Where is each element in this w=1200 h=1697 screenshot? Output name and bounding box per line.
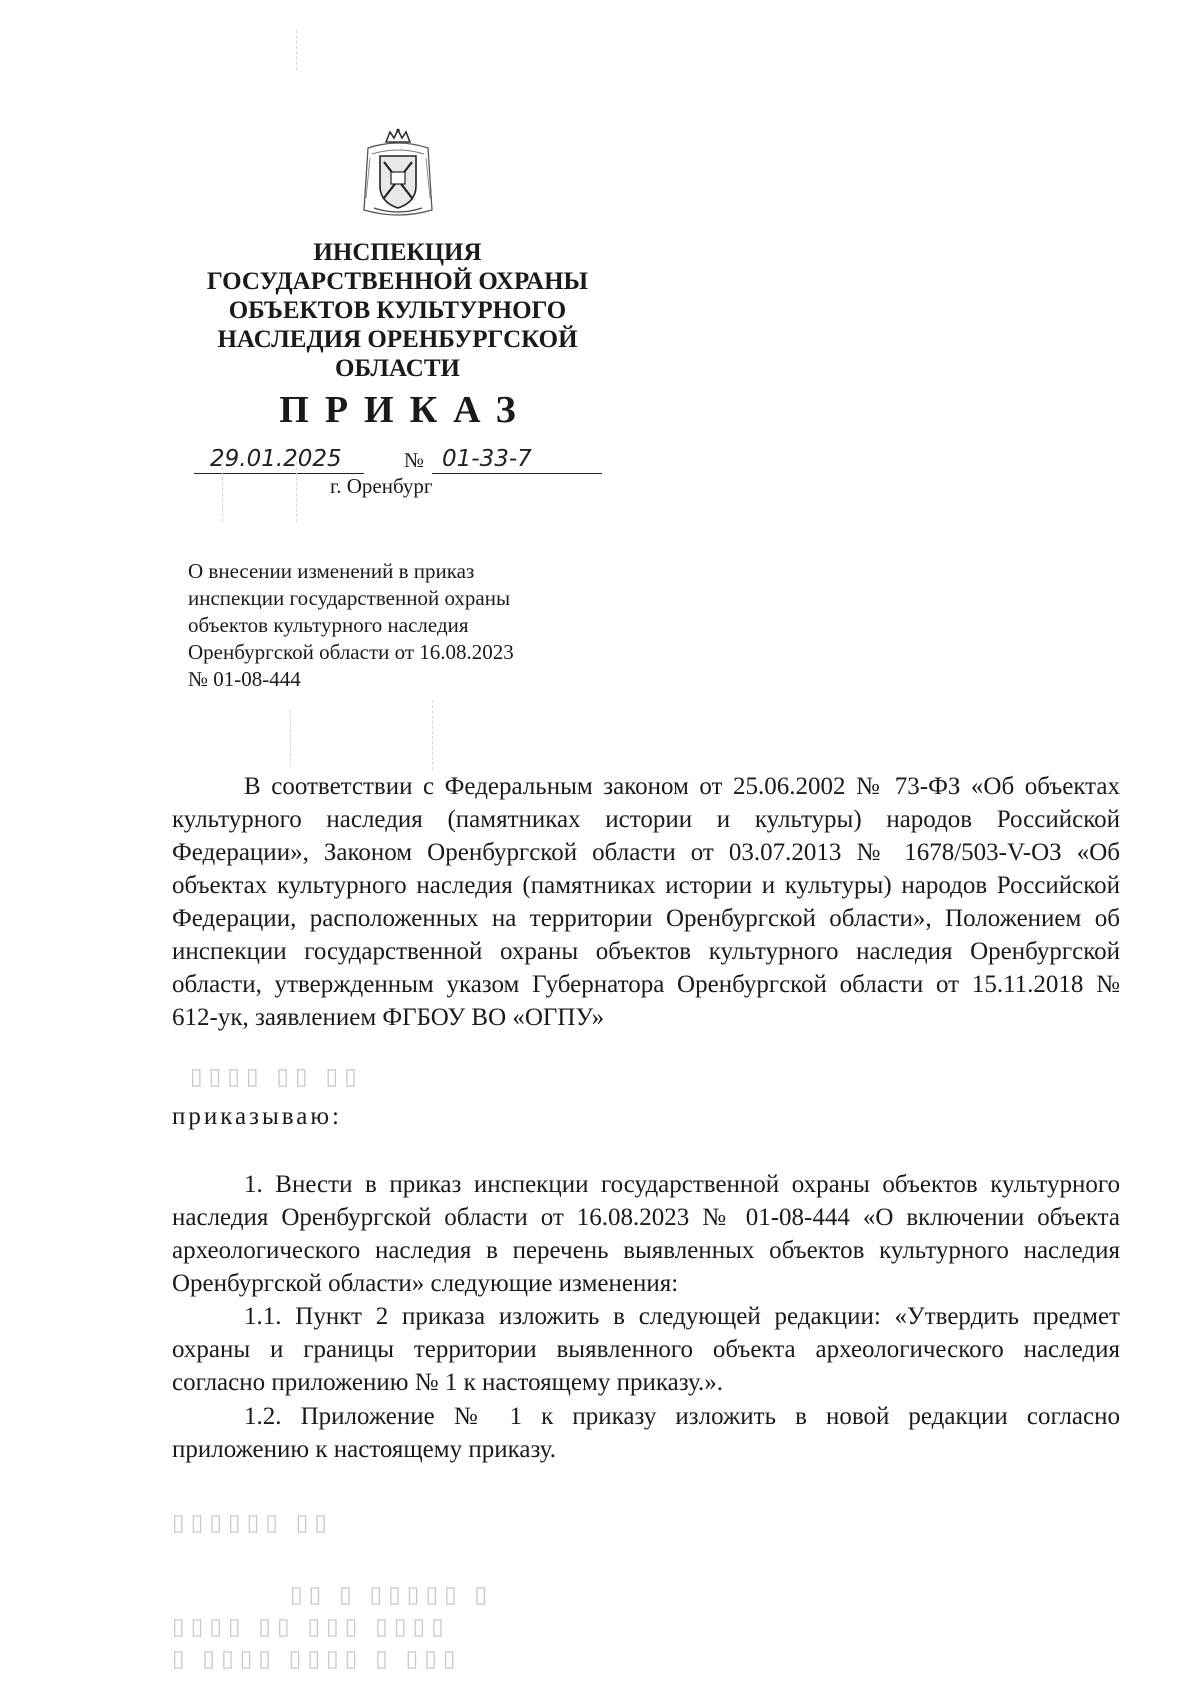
document-number: 01-33-7 bbox=[432, 446, 602, 474]
item-1-paragraph: 1. Внести в приказ инспекции государственной охраны объектов культурного наследия Оренбургской области от 16.08.2023 № 01-08-444 «О включении объекта археологического наследия в перечень выявленных объектов культурного наследия Оренбургской области» следующие изменения: bbox=[172, 1171, 1120, 1297]
org-line: ИНСПЕКЦИЯ bbox=[313, 239, 482, 266]
scan-artifact bbox=[296, 30, 297, 70]
scan-artifact bbox=[290, 710, 291, 766]
subject-line: Оренбургской области от 16.08.2023 bbox=[188, 640, 514, 664]
scan-artifact bbox=[432, 700, 433, 770]
org-line: НАСЛЕДИЯ ОРЕНБУРГСКОЙ bbox=[217, 326, 578, 353]
organization-name bbox=[175, 238, 620, 383]
order-word: приказываю: bbox=[172, 1103, 342, 1130]
subject-line: О внесении изменений в приказ bbox=[188, 559, 475, 583]
preamble-paragraph: В соответствии с Федеральным законом от 25.06.2002 № 73-ФЗ «Об объектах культурного наследия (памятниках истории и культуры) народов Российской Федерации», Законом Оренбургской области от 03.07.2013 № 1678/503-V-ОЗ «Об объектах культурного наследия (памятниках истории и культуры) народов Российской Федерации, расположенных на территории Оренбургской области», Положением об инспекции государственной охраны объектов культурного наследия Оренбургской области, утвержденным указом Губернатора Оренбургской области от 15.11.2018 № 612-ук, заявлением ФГБОУ ВО «ОГПУ» bbox=[172, 773, 1120, 1031]
document-date: 29.01.2025 bbox=[194, 446, 364, 474]
org-line: ОБЪЕКТОВ КУЛЬТУРНОГО bbox=[228, 297, 567, 324]
bleed-through-text: ▯▯▯▯ ▯▯ ▯▯ bbox=[190, 1064, 363, 1089]
bleed-through-text: ▯▯ ▯ ▯▯▯▯▯ ▯ bbox=[290, 1582, 494, 1607]
item-1-1-paragraph: 1.1. Пункт 2 приказа изложить в следующей редакции: «Утвердить предмет охраны и границы территории выявленного объекта археологического наследия согласно приложению № 1 к настоящему приказу.». bbox=[172, 1303, 1120, 1396]
scan-artifact bbox=[222, 462, 223, 522]
org-line: ОБЛАСТИ bbox=[335, 355, 460, 382]
subject-line: объектов культурного наследия bbox=[188, 613, 469, 637]
document-subject bbox=[188, 558, 648, 693]
subject-line: № 01-08-444 bbox=[188, 667, 301, 691]
date-number-line bbox=[186, 446, 606, 476]
oblast-coat-of-arms-icon bbox=[358, 128, 438, 220]
bleed-through-text: ▯▯▯▯ ▯▯ ▯▯▯ ▯▯▯▯ bbox=[172, 1614, 450, 1639]
org-line: ГОСУДАРСТВЕННОЙ ОХРАНЫ bbox=[206, 268, 589, 295]
bleed-through-text: ▯▯▯▯▯▯ ▯▯ bbox=[172, 1510, 334, 1535]
document-type-title: ПРИКАЗ bbox=[279, 389, 532, 431]
number-sign: № bbox=[404, 448, 425, 472]
item-1-2-paragraph: 1.2. Приложение № 1 к приказу изложить в новой редакции согласно приложению к настоящему приказу. bbox=[172, 1403, 1120, 1463]
city-name: г. Оренбург bbox=[330, 474, 433, 498]
subject-line: инспекции государственной охраны bbox=[188, 586, 511, 610]
bleed-through-text: ▯ ▯▯▯▯ ▯▯▯▯ ▯ ▯▯▯ bbox=[172, 1646, 462, 1671]
scan-artifact bbox=[296, 462, 297, 522]
